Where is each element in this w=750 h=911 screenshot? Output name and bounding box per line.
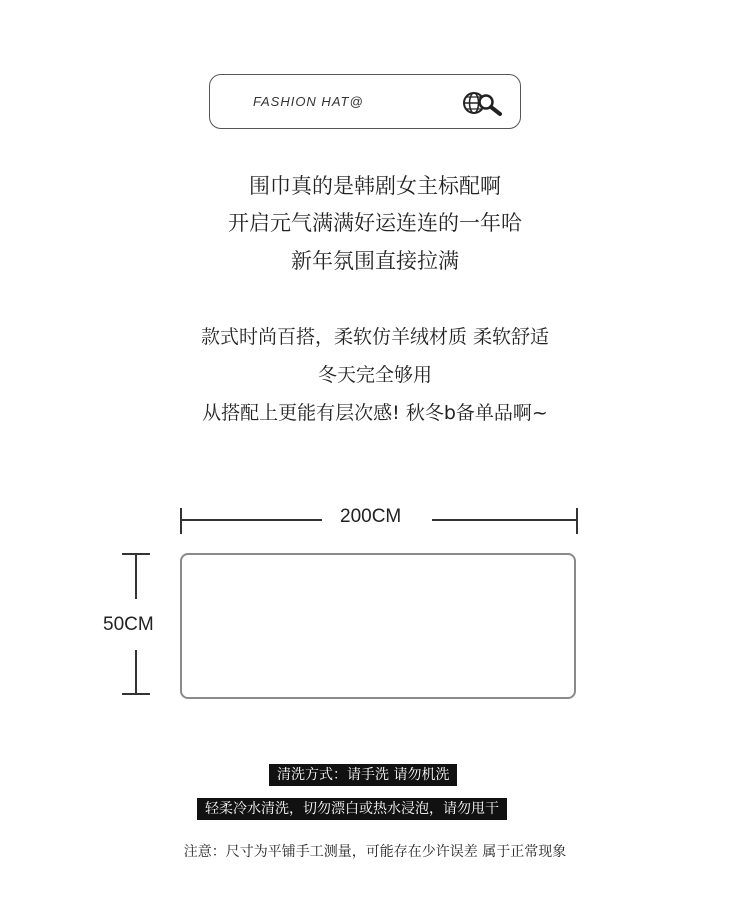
description-line-2: 冬天完全够用 bbox=[317, 364, 432, 386]
scarf-outline bbox=[180, 553, 576, 699]
width-label: 200CM bbox=[340, 506, 402, 527]
headline-line-2: 开启元气满满好运连连的一年哈 bbox=[228, 211, 522, 235]
measurement-note: 注意：尺寸为平铺手工测量，可能存在少许误差 属于正常现象 bbox=[183, 844, 567, 860]
washing-method-banner: 清洗方式：请手洗 请勿机洗 bbox=[269, 764, 457, 786]
height-tick-bottom bbox=[122, 693, 150, 695]
height-line-bottom bbox=[135, 650, 137, 694]
brand-search-box bbox=[209, 74, 521, 129]
height-line-top bbox=[135, 553, 137, 599]
description-line-3: 从搭配上更能有层次感! 秋冬b备单品啊~ bbox=[202, 402, 548, 424]
width-line-left bbox=[180, 519, 322, 521]
height-label: 50CM bbox=[103, 614, 154, 635]
headline-line-3: 新年氛围直接拉满 bbox=[291, 249, 459, 273]
globe-search-icon bbox=[462, 89, 504, 117]
width-line-right bbox=[432, 519, 577, 521]
width-tick-right bbox=[576, 508, 578, 534]
description-line-1: 款式时尚百搭，柔软仿羊绒材质 柔软舒适 bbox=[200, 326, 550, 348]
width-tick-left bbox=[180, 508, 182, 534]
headline-line-1: 围巾真的是韩剧女主标配啊 bbox=[249, 174, 501, 198]
care-instructions-banner: 轻柔冷水清洗，切勿漂白或热水浸泡，请勿甩干 bbox=[197, 798, 507, 820]
brand-text: FASHION HAT@ bbox=[253, 94, 364, 109]
